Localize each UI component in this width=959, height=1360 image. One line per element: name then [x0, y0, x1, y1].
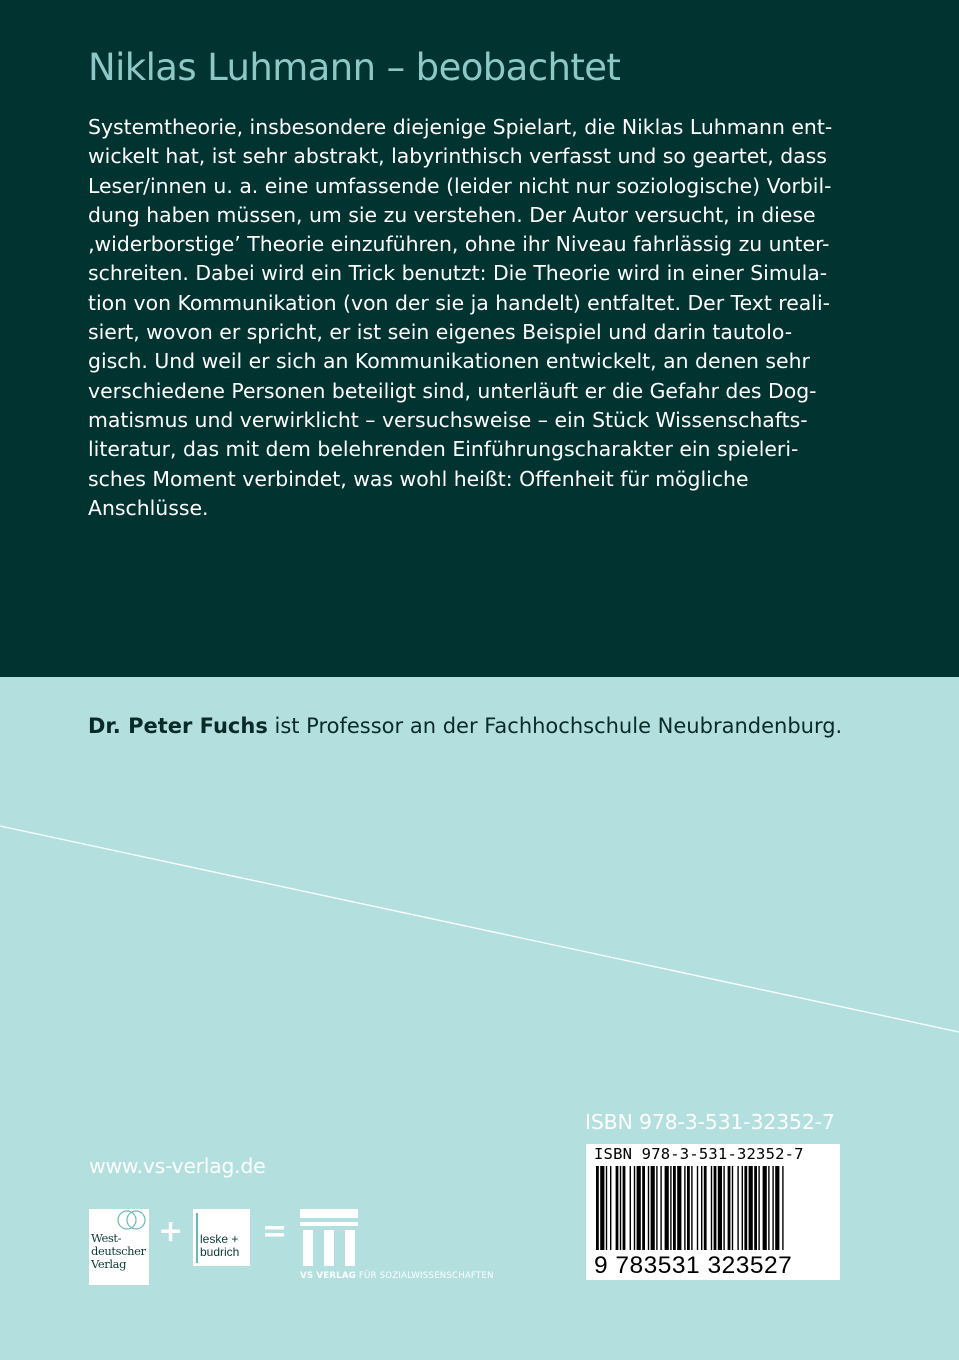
blurb-line: gisch. Und weil er sich an Kommunikationen entwickelt, an denen sehr — [88, 349, 810, 374]
barcode-bar — [711, 1166, 712, 1250]
barcode-bar — [596, 1166, 599, 1250]
barcode-bar — [763, 1166, 767, 1250]
barcode-bar — [768, 1166, 769, 1250]
barcode-bar — [634, 1166, 635, 1250]
barcode-bar — [687, 1166, 690, 1250]
blurb-line: sches Moment verbindet, was wohl heißt: Offenheit für mögliche — [88, 466, 749, 491]
wdv-line: deutscher — [91, 1244, 146, 1258]
vs-verlag-logo-icon — [300, 1209, 360, 1269]
blurb-line: wickelt hat, ist sehr abstrakt, labyrinthisch verfasst und so geartet, dass — [88, 144, 827, 169]
leske-budrich-logo — [193, 1209, 250, 1266]
blurb-line: tion von Kommunikation (von der sie ja handelt) entfaltet. Der Text reali- — [88, 290, 830, 315]
lb-line: budrich — [200, 1245, 240, 1259]
barcode-bar — [782, 1166, 783, 1250]
barcode-bar — [656, 1166, 657, 1250]
plus-sign: + — [158, 1214, 184, 1249]
barcode-bar — [684, 1166, 685, 1250]
vs-verlag-bold: VS VERLAG — [300, 1271, 356, 1281]
author-name: Dr. Peter Fuchs — [88, 714, 268, 738]
barcode — [586, 1144, 840, 1280]
blurb-line: siert, wovon er spricht, er ist sein eigenes Beispiel und darin tautolo- — [88, 320, 793, 345]
blurb-line: schreiten. Dabei wird ein Trick benutzt: Die Theorie wird in einer Simula- — [88, 261, 828, 286]
vs-verlag-text — [300, 1271, 494, 1281]
barcode-digits: 9 783531 323527 — [594, 1252, 793, 1279]
barcode-bar — [691, 1166, 692, 1250]
vs-verlag-rest: FÜR SOZIALWISSENSCHAFTEN — [355, 1271, 494, 1281]
isbn-label: ISBN 978-3-531-32352-7 — [585, 1110, 835, 1134]
blurb-line: Anschlüsse. — [88, 495, 209, 520]
barcode-bar — [616, 1166, 619, 1250]
barcode-bar — [660, 1166, 661, 1250]
barcode-bar — [749, 1166, 753, 1250]
barcode-bar — [620, 1166, 621, 1250]
barcode-bar — [758, 1166, 759, 1250]
blurb-line: dung haben müssen, um sie zu verstehen. Der Autor versucht, in diese — [88, 202, 816, 227]
barcode-bar — [630, 1166, 631, 1250]
barcode-bar — [718, 1166, 722, 1250]
barcode-bar — [772, 1166, 773, 1250]
blurb-line: matismus und verwirklicht – versuchsweise – ein Stück Wissenschafts- — [88, 407, 808, 432]
barcode-bar — [754, 1166, 757, 1250]
blurb-line: verschiedene Personen beteiligt sind, unterläuft er die Gefahr des Dog- — [88, 378, 817, 403]
blurb-line: Systemtheorie, insbesondere diejenige Spielart, die Niklas Luhmann ent- — [88, 115, 833, 139]
barcode-bar — [697, 1166, 698, 1250]
barcode-bar — [737, 1166, 738, 1250]
barcode-bar — [742, 1166, 743, 1250]
author-bio: ist Professor an der Fachhochschule Neubrandenburg. — [267, 714, 843, 738]
barcode-bar — [677, 1166, 681, 1250]
barcode-bar — [670, 1166, 671, 1250]
westdeutscher-verlag-logo — [89, 1209, 149, 1285]
blurb-line: Leser/innen u. a. eine umfassende (leider nicht nur soziologische) Vorbil- — [88, 173, 832, 198]
barcode-bar — [642, 1166, 645, 1250]
barcode-bar — [610, 1166, 611, 1250]
barcode-bar — [775, 1166, 779, 1250]
barcode-bar — [600, 1166, 604, 1250]
barcode-bar — [732, 1166, 733, 1250]
book-title: Niklas Luhmann – beobachtet — [88, 46, 621, 89]
blurb-line: literatur, das mit dem belehrenden Einführungscharakter ein spieleri- — [88, 437, 799, 462]
publisher-url: www.vs-verlag.de — [89, 1154, 266, 1178]
barcode-bar — [723, 1166, 724, 1250]
barcode-bar — [606, 1166, 607, 1250]
barcode-bar — [744, 1166, 747, 1250]
barcode-bar — [651, 1166, 655, 1250]
wdv-line: West- — [91, 1231, 122, 1245]
lb-line: leske + — [200, 1232, 239, 1246]
lb-bar — [196, 1213, 198, 1263]
barcode-bar — [623, 1166, 626, 1250]
barcode-bar — [714, 1166, 717, 1250]
barcode-bar — [665, 1166, 669, 1250]
barcode-bar — [704, 1166, 707, 1250]
barcode-bar — [728, 1166, 731, 1250]
blurb-line: ‚widerborstige’ Theorie einzuführen, ohne ihr Niveau fahrlässig zu unter- — [88, 232, 830, 257]
equals-sign: = — [262, 1214, 288, 1249]
barcode-bar — [637, 1166, 641, 1250]
barcode-bar — [701, 1166, 702, 1250]
barcode-bar — [648, 1166, 649, 1250]
barcode-bar — [673, 1166, 676, 1250]
wdv-line: Verlag — [91, 1257, 127, 1271]
barcode-isbn-text: ISBN 978-3-531-32352-7 — [594, 1145, 804, 1163]
